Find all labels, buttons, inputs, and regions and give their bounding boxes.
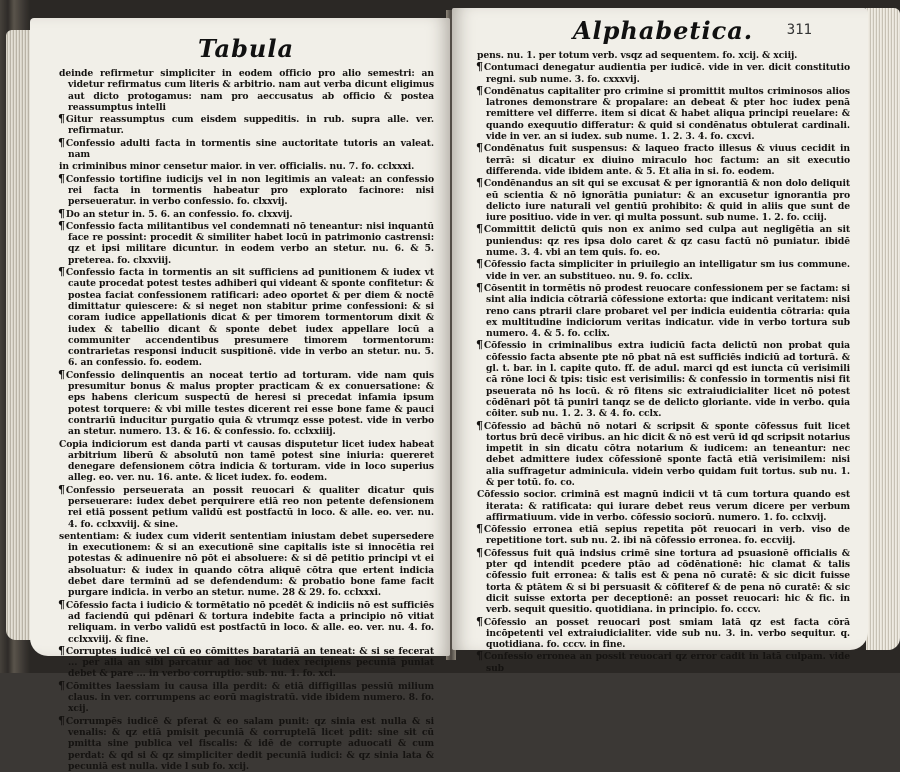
pilcrow-marker: ¶ (476, 60, 483, 74)
index-entry (58, 438, 434, 484)
index-entry (476, 339, 850, 419)
index-entry (58, 715, 434, 772)
entry-text: Committit delictū quis non ex animo sed culpa aut negligētia an sit puniendus: qz res ipsa dolo caret & qz casu factū nō puniatur. ibidē nume. 3. 4. vbi an tem quis. fo. eo. (483, 224, 850, 259)
index-entry (58, 137, 434, 161)
index-entry (58, 160, 434, 172)
index-entry (476, 650, 850, 674)
pilcrow-marker: ¶ (58, 713, 65, 727)
page-edges-right (866, 8, 900, 650)
pilcrow-marker: ¶ (476, 614, 483, 628)
right-page-text (476, 49, 850, 674)
pilcrow-marker: ¶ (58, 482, 65, 496)
index-entry (58, 173, 434, 208)
entry-text: Cōsentit in tormētis nō prodest reuocare confessionem per se factam: si sint alia indicia cōtrariā cōfessione extorta: que indicant veritatem: nisi reno cans ptrarii clare probaret vel per indicia euidentia cōtraria: quia ex multitudine indiciorum veritas indicatur. vide in verbo tortura sub numero. 4. & 5. fo. cclix. (483, 282, 850, 340)
entry-text: Corruptes iudicē vel cū eo cōmittes baratariā an teneat: & si se fecerat ... per alia an sibi parcatur ad hoc vt iudex recipiens pecuniā puniat debet & pare ... in verbo corruptio. sub. nu. 1. fo. xci. (65, 645, 434, 680)
index-entry (58, 645, 434, 680)
pilcrow-marker: ¶ (476, 176, 483, 190)
entry-text: in criminibus minor censetur maior. in ver. officialis. nu. 7. fo. cclxxxi. (59, 161, 415, 173)
running-head-left: Tabula (197, 34, 294, 63)
entry-text: Cōfessio an posset reuocari post smiam latā qz est facta cōrā incōpetenti vel extraiudicialiter. vide sub nu. 3. in. verbo sequitur. q. quotidiana. fo. cccv. in fine. (483, 616, 850, 651)
index-entry (58, 530, 434, 599)
pilcrow-marker: ¶ (58, 643, 65, 657)
pilcrow-marker: ¶ (58, 678, 65, 692)
index-entry (476, 258, 850, 282)
entry-text: Cōmittes laessiam iu causa illa perdit: & etiā diffigillas pessiū milium claus. in ver. corrumpens ac eorū magistratū. vide ibidem numero. 8. fo. xcij. (65, 680, 434, 715)
pilcrow-marker: ¶ (476, 418, 483, 432)
left-page-text (58, 67, 434, 772)
index-entry (476, 616, 850, 651)
entry-text: Cōfessio facta simpliciter in priuilegio an intelligatur sm ius commune. vide in ver. an substitueo. nu. 9. fo. cclix. (483, 259, 850, 282)
index-entry (58, 266, 434, 369)
index-entry (476, 547, 850, 616)
entry-text: Contumaci denegatur audientia per iudicē. vide in ver. dicit constitutio regni. sub nume. 3. fo. cxxxvij. (483, 62, 850, 85)
pilcrow-marker: ¶ (476, 280, 483, 294)
entry-text: Condēnatus capitaliter pro crimine si promittit multos criminosos alios latrones demonstrare & propalare: an debeat & pter hoc iudex penā remittere vel differre. item si dicat & habet aliqua principi reuelare: & quando exequutio differatur: & quid si condēnatus obtulerat cardinali. vide in ver. an si iudex. sub nume. 1. 2. 3. 4. fo. cxcvi. (483, 85, 850, 143)
index-entry (58, 599, 434, 645)
entry-text: Cōfessio erronea etiā sepius repetita pōt reuocari in verb. viso de repetitione tort. sub nu. 2. ibi nā cōfessio erronea. fo. eccviij. (483, 524, 850, 547)
pilcrow-marker: ¶ (58, 206, 65, 220)
index-entry (476, 223, 850, 258)
index-entry (476, 85, 850, 142)
index-entry (58, 369, 434, 438)
pilcrow-marker: ¶ (58, 265, 65, 279)
index-entry (58, 113, 434, 137)
pilcrow-marker: ¶ (476, 649, 483, 663)
index-entry (476, 61, 850, 85)
pilcrow-marker: ¶ (476, 141, 483, 155)
pilcrow-marker: ¶ (476, 522, 483, 536)
entry-text: Do an stetur in. 5. 6. an confessio. fo. clxxvij. (65, 208, 293, 220)
left-page (30, 18, 450, 772)
pilcrow-marker: ¶ (476, 545, 483, 559)
running-head-right: Alphabetica. (572, 16, 754, 45)
entry-text: sententiam: & iudex cum viderit sententiam iniustam debet supersedere in executionem: & si an executionē sine capitalis iste si innocētia rei potestas & adinuenire nō pōt ei absoluere: & si dē petitio principi vt ei absoluatur: & iudex in quando cōtra aliquē cōtra que ertent indicia debet dare terminū ad se defendendum: & probatio bone fame facit purgare indicia. in verbo an stetur. nume. 28 & 29. fo. cclxxxi. (59, 530, 434, 599)
pilcrow-marker: ¶ (58, 112, 65, 126)
entry-text: Gitur reassumptus cum eisdem suppeditis. in rub. supra alle. ver. refirmatur. (65, 114, 434, 137)
index-entry (476, 420, 850, 489)
entry-text: Condēnatus fuit suspensus: & laqueo fracto illesus & viuus cecidit in terrā: si dicatur ex diuino miraculo hoc factum: an sit executio differenda. vide ibidem ante. & 5. Et alia in si. fo. eodem. (483, 143, 850, 177)
pilcrow-marker: ¶ (58, 171, 65, 185)
entry-text: Cōfessio in criminalibus extra iudiciū facta delictū non probat quia cōfessio facta absente pte nō pbat nā est sufficiēs indiciū ad torturā. & gl. t. bar. in l. capite quto. ff. de adul. marci qd est iuncta cū verisimili cā rōne loci & tpis: tisic est verisimilis: & confessio in tormentis nisi fit pseuerata nō hs locū. & rō fitens sic extraiudicialiter licet nō potest cōdēnari pōt tā puniri tanqz se de delicto gloriante. vide in verbo. quia cōiter. sub nu. 1. 2. 3. & 4. fo. cclx. (483, 340, 850, 420)
index-entry (58, 220, 434, 266)
pilcrow-marker: ¶ (476, 83, 483, 97)
entry-text: Confessio perseuerata an possit reuocari & qualiter dicatur quis perseuerare: iudex debet perquirere etiā reo non petente defensionem rei etiā possent petium validū est postfactū in loco. & alle. eo. ver. nu. 4. fo. cclxxviij. & sine. (65, 484, 434, 530)
pilcrow-marker: ¶ (58, 218, 65, 232)
entry-text: Cōfessio ad bāchū nō notari & scripsit & sponte cōfessus fuit licet tortus brū decē viribus. an hic dicit & nō est verū id qd scripsit notarius impetit in sin dicatu cōtra notarium & iudicem: an teneantur: nec debet admittere iudex cōfessionē sponte factā etiā verisimilem: nisi alia suffragetur adminicula. videin verbo quidam fuit tortus. sub nu. 1. & per totū. fo. co. (483, 420, 850, 488)
index-entry (476, 282, 850, 339)
entry-text: Confessio erronea an possit reuocari qz error cadit in latā culpam. vide sub (483, 651, 850, 674)
entry-text: Confessio tortifine iudicijs vel in non legitimis an valeat: an confessio rei facta in tormentis habeatur pro explorato facinore: nisi perseueratur. in verbo confessio. fo. clxxvij. (65, 173, 434, 208)
index-entry (58, 208, 434, 220)
pilcrow-marker: ¶ (476, 257, 483, 271)
entry-text: Condēnandus an sit qui se excusat & per ignorantiā & non dolo deliquit eū scientia & nō ignorātia puniatur: & an excusetur ignorantia pro delicto iure naturali vel gentiū prohibito: & quid in aliis que sunt de iure positiuo. vide in ver. qi multa possunt. sub nume. 1. 2. fo. cciij. (483, 178, 850, 224)
pilcrow-marker: ¶ (58, 367, 65, 381)
pilcrow-marker: ¶ (58, 597, 65, 611)
right-page (452, 8, 868, 674)
index-entry (476, 177, 850, 223)
entry-text: pens. nu. 1. per totum verb. vsqz ad sequentem. fo. xcij. & xciij. (477, 50, 798, 61)
entry-text: Confessio facta in tormentis an sit sufficiens ad punitionem & iudex vt caute procedat potest testes adhiberi qui videant & sponte confitetur: & postea faciat confessionem ratificari: adeo oportet & per diem & noctē dimittatur quiescere: & si neget non stabitur prime confessioni: & si coram iudice appellationis dicat & per timorem tormentorum dixit & iudex & tabellio dicant & sponte debet iudex appellare locū a communiter accendentibus presumere timorem tormentorum: contrarietas responsi inducit suspitionē. vide in verbo an stetur. nu. 5. 6. an confessio. fo. eodem. (65, 267, 434, 369)
entry-text: Confessio adulti facta in tormentis sine auctoritate tutoris an valeat. nam (65, 137, 434, 161)
entry-text: Cōfessio facta i iudicio & tormētatio nō pcedēt & indiciis nō est sufficiēs ad faciendū qui pdēnari & tortura indebite facta a principio nō vitiat reliquam. in verbo validū est postfactū in loco. & alle. eo. ver. nu. 4. fo. cclxxviij. & fine. (65, 599, 434, 645)
index-entry (58, 680, 434, 715)
entry-text: Copia indiciorum est danda parti vt causas disputetur licet iudex habeat arbitrium liberū & absolutū non tamē potest sine iniuria: quereret denegare defensionem cōtra indicia & torturam. vide in loco superius alleg. eo. ver. nu. 16. ante. & licet iudex. fo. eodem. (59, 438, 434, 484)
index-entry (476, 488, 850, 523)
index-entry (476, 523, 850, 547)
entry-text: Cōfessio socior. criminā est magnū indicii vt tā cum tortura quando est iterata: & ratificata: qui iurare debet reus verum dicere per verbum affirmatiuum. vide in verbo. cōfessio sociorū. numero. 1. fo. cclxvij. (477, 489, 850, 523)
index-entry (58, 67, 434, 113)
entry-text: deinde refirmetur simpliciter in eodem officio pro alio semestri: an videtur refirmatus cum literis & arbitrio. nam aut verba dicunt eligimus aut dicto protogamus: nam pro aeccusatus ab officio & postea reassumptus intelli (59, 68, 434, 113)
pilcrow-marker: ¶ (476, 222, 483, 236)
entry-text: Cōfessus fuit quā indsius crimē sine tortura ad psuasionē officialis & pter qd intendit pcedere ptāo ad cōdēnationē: hic clamat & talis cōfessio fuit erronea: & talis est & pena nō curatē: & sic dicit fuisse torta & ptātem & si bi persuasit & cōfiteref & de pena nō curatē: & sic dicit suisse extorta per deceptionē: an posset reuocari: hic & fic. in verb. sequit quesitio. quotidiana. in principio. fo. cccv. (483, 547, 850, 616)
entry-text: Confessio facta militantibus vel condemnati nō teneantur: nisi inquantū face re possint: procedit & similiter habet locū in patrimonio castrensi: qz et ipsi militare dicuntur. in eodem verbo an stetur. nu. 6. & 5. preterea. fo. clxxviij. (65, 220, 434, 266)
entry-text: Confessio delinquentis an noceat tertio ad torturam. vide nam quis presumitur bonus & malus propter practicam & ex conuersatione: & eps habens clericum suspectū de heresi si precedat infamia ipsum potest torquere: & vbi mille testes dicerent rei esse bone fame & pauci contrariū inducitur purgatio quia & vtrumqz esse potest. vide in verbo an stetur. numero. 13. & 16. & confessio. fo. cclxxiiij. (65, 369, 434, 438)
pilcrow-marker: ¶ (476, 338, 483, 352)
folio-number: 311 (786, 22, 812, 38)
pilcrow-marker: ¶ (58, 135, 65, 149)
entry-text: Corrumpēs iudicē & pferat & eo salam punit: qz sinia est nulla & si venalis: & qz etiā pmisit pecuniā & corruptelā licet pdit: sine sit cū pmitta sine publica vel fiscalis: & idē de corrupte aduocati & cum perdat: & qd si & qz simpliciter dedit pecuniā iudici: & qz sinia lata & pecuniā est nulla. vide l sub fo. xcij. (65, 715, 434, 772)
index-entry (476, 142, 850, 177)
index-entry (476, 49, 850, 61)
index-entry (58, 484, 434, 530)
